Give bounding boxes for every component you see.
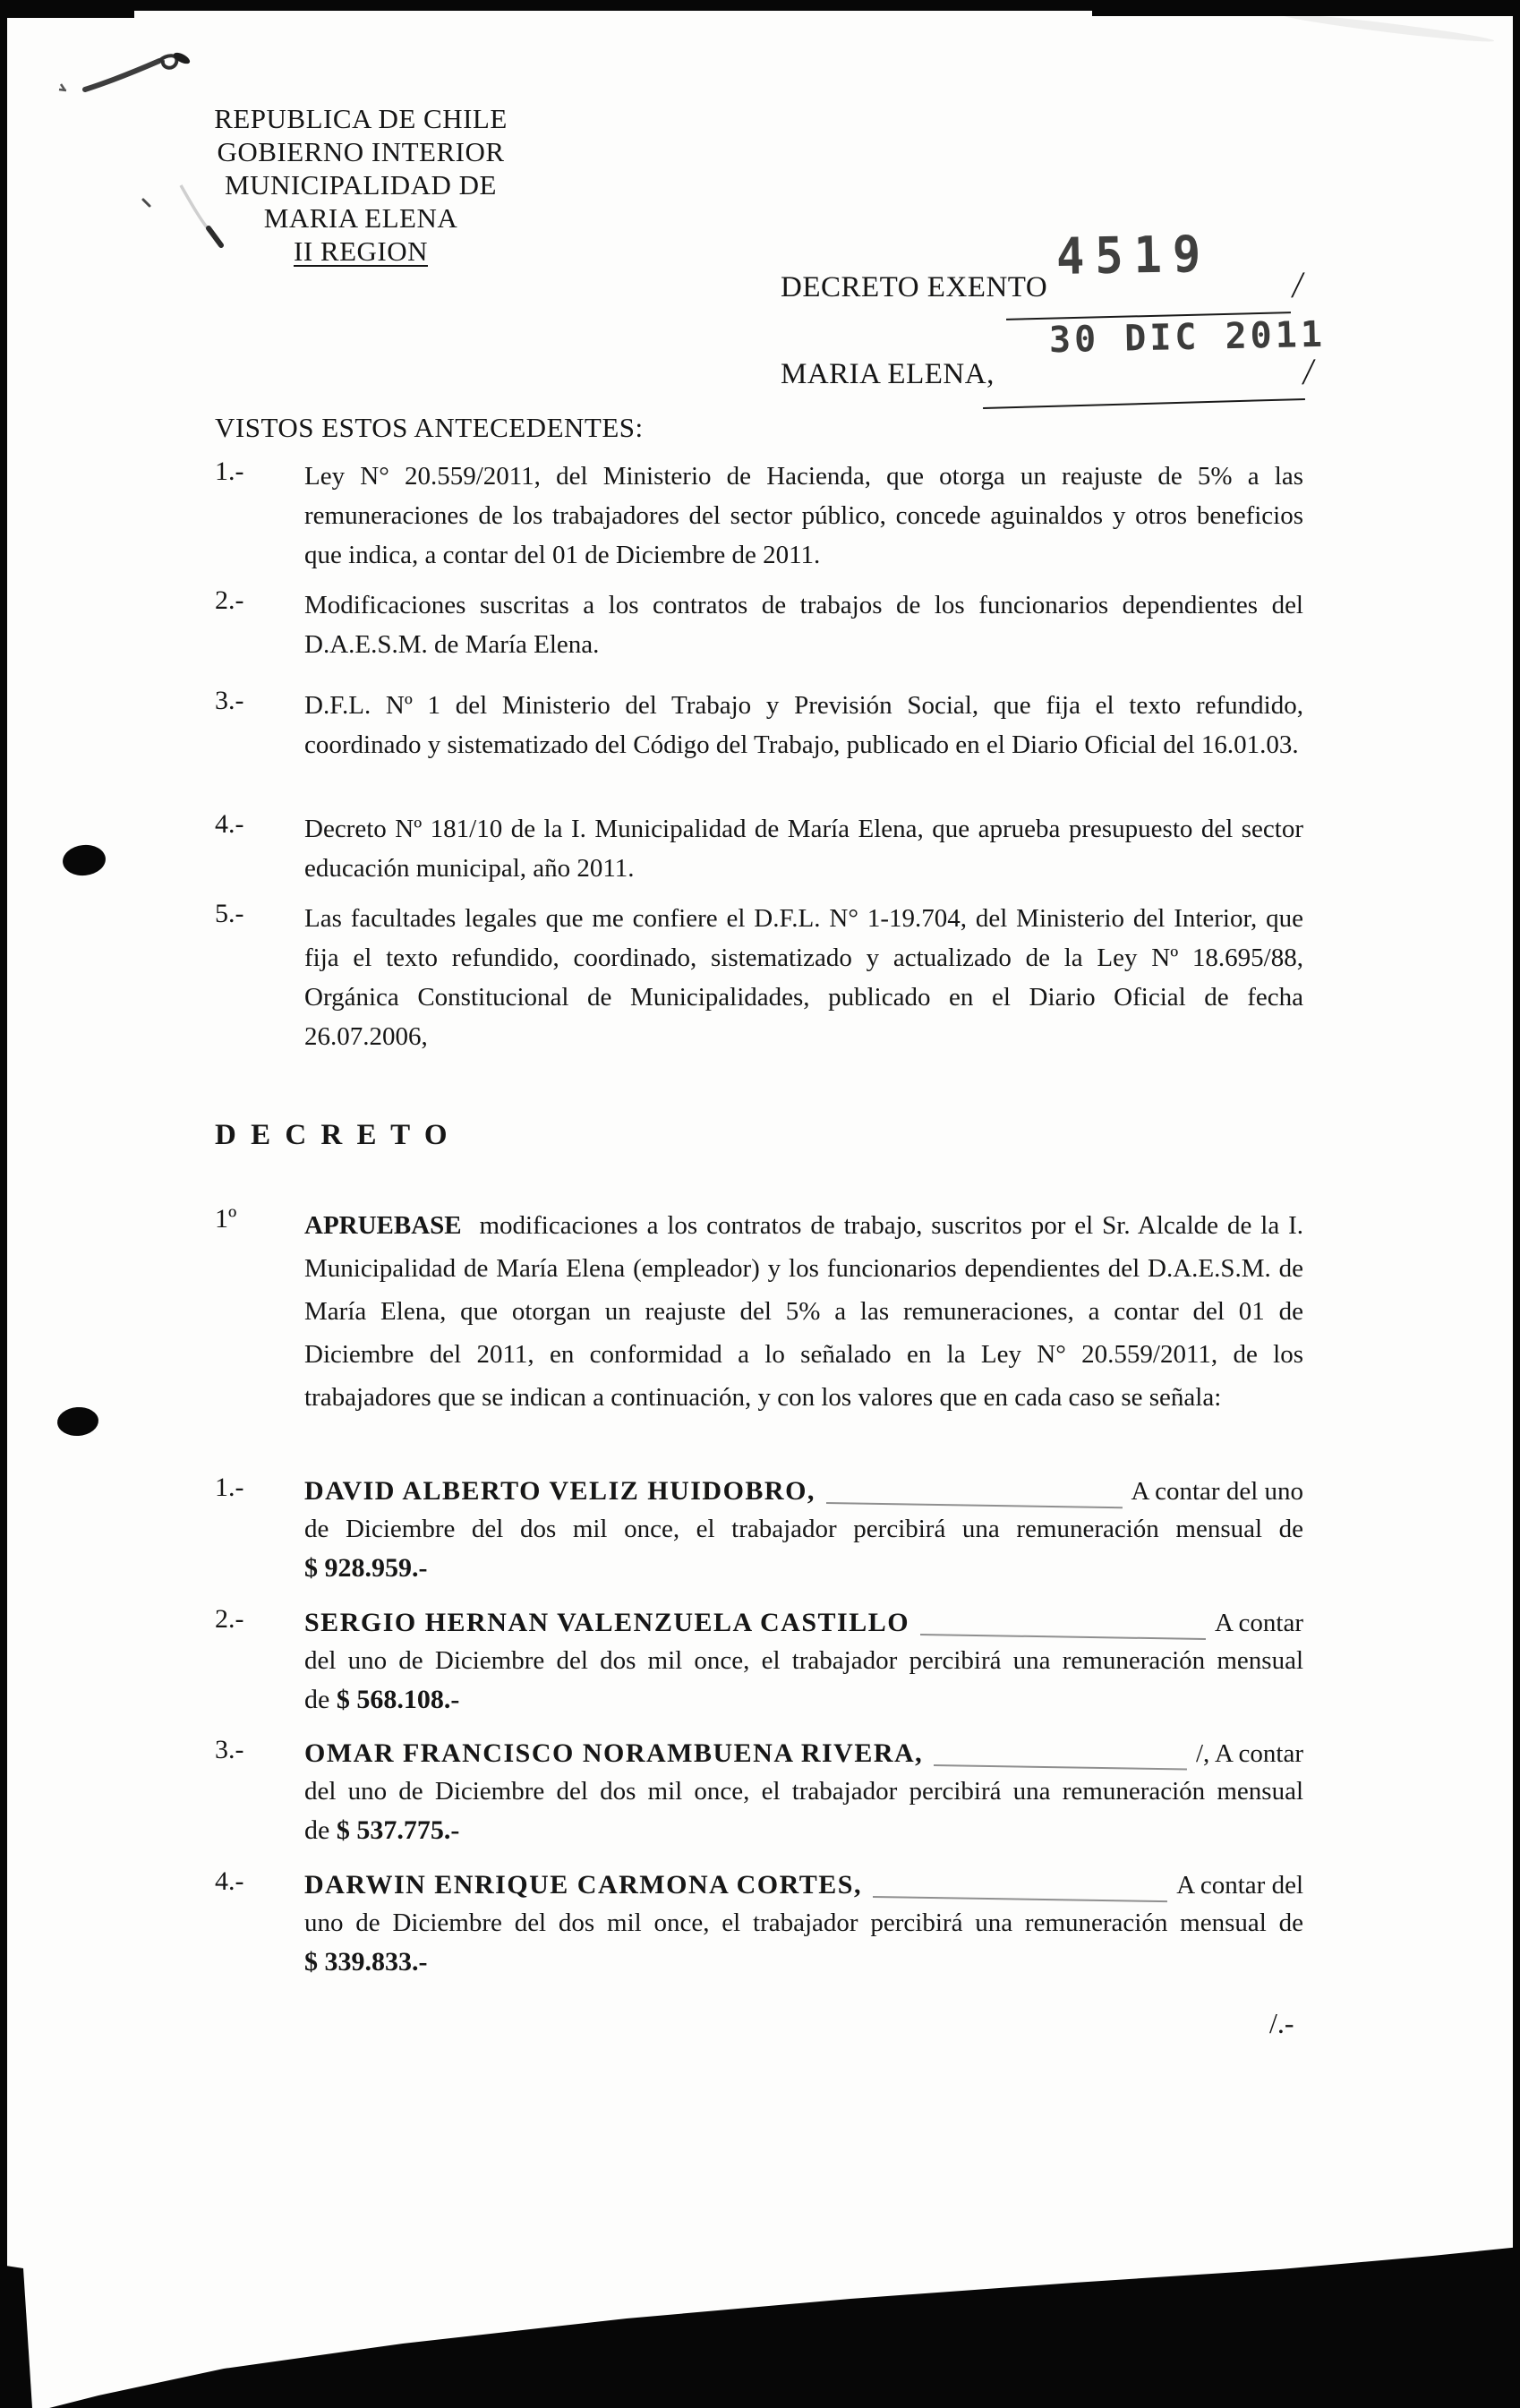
employee-name: DARWIN ENRIQUE CARMONA CORTES,: [304, 1870, 862, 1900]
entry-amount-line: de $ 568.108.-: [304, 1685, 460, 1714]
vistos-heading: VISTOS ESTOS ANTECEDENTES:: [215, 412, 644, 443]
salary-amount: $ 568.108.-: [336, 1685, 460, 1714]
entry-suffix: /, A contar: [1195, 1739, 1303, 1768]
item-text: Modificaciones suscritas a los contratos de trabajos de los funcionarios dependientes del D.A.E.S.M. de María Elena.: [304, 591, 1303, 659]
antecedente-item: [215, 686, 1303, 764]
item-text: [304, 1204, 1303, 1419]
item-number: 2.-: [215, 1604, 244, 1634]
entry-body: del uno de Diciembre del dos mil once, el trabajador percibirá una remuneración mensual: [304, 1646, 1303, 1675]
employee-name: OMAR FRANCISCO NORAMBUENA RIVERA,: [304, 1738, 924, 1768]
redaction-underline: [873, 1896, 1167, 1902]
page-continuation-mark: /.-: [1269, 2007, 1294, 2039]
item-number: 4.-: [215, 809, 244, 839]
hole-punch-mark: [56, 1405, 99, 1437]
antecedente-item: [215, 585, 1303, 664]
salary-amount: $ 537.775.-: [336, 1815, 460, 1845]
employee-name: DAVID ALBERTO VELIZ HUIDOBRO,: [304, 1476, 816, 1506]
entry-suffix: A contar del: [1176, 1871, 1303, 1900]
redaction-underline: [826, 1502, 1123, 1508]
entry-amount-line: [304, 1549, 1303, 1587]
entry-suffix: A contar del uno: [1131, 1477, 1303, 1506]
decreto-heading: D E C R E T O: [215, 1119, 451, 1151]
letterhead-line: MARIA ELENA: [263, 202, 458, 234]
employee-entry: [215, 1866, 1303, 1981]
item-number: 2.-: [215, 585, 244, 615]
entry-body: de Diciembre del dos mil once, el trabajador percibirá una remuneración mensual de: [304, 1515, 1303, 1543]
employee-name: SERGIO HERNAN VALENZUELA CASTILLO: [304, 1608, 910, 1637]
item-number: 3.-: [215, 686, 244, 715]
decree-exento-label: DECRETO EXENTO: [781, 271, 1048, 303]
letterhead-region-line: II REGION: [294, 235, 428, 267]
apruebase-word: APRUEBASE: [304, 1211, 462, 1240]
item-text: Las facultades legales que me confiere el D.F.L. N° 1-19.704, del Ministerio del Interior, que fija el texto refundido, coordinado, sistematizado y actualizado de la Ley Nº 18.695/88, Orgánica Constitucional de Municipalidades, publicado en el Diario Oficial de fecha 26.07.2006,: [304, 904, 1303, 1051]
decreto-text: modificaciones a los contratos de trabajo, suscritos por el Sr. Alcalde de la I. Municipalidad de María Elena (empleador) y los funcionarios dependientes del D.A.E.S.M. de María Elena, que otorgan un reajuste del 5% a las remuneraciones, a contar del 01 de Diciembre del 2011, en conformidad a lo señalado en la Ley N° 20.559/2011, de los trabajadores que se indican a continuación, y con los valores que en cada caso se señala:: [304, 1211, 1304, 1412]
item-text: Decreto Nº 181/10 de la I. Municipalidad de María Elena, que aprueba presupuesto del sector educación municipal, año 2011.: [304, 815, 1303, 883]
scan-edge-left: [0, 0, 7, 2408]
date-stamp: 30 DIC 2011: [1048, 313, 1327, 362]
item-number: 1.-: [215, 1473, 244, 1502]
item-text: Ley N° 20.559/2011, del Ministerio de Hacienda, que otorga un reajuste de 5% a las remuneraciones de los trabajadores del sector público, concede aguinaldos y otros beneficios que indica, a contar del 01 de Diciembre de 2011.: [304, 462, 1303, 569]
letterhead-line: REPUBLICA DE CHILE: [214, 103, 508, 134]
antecedente-item: [215, 899, 1303, 1056]
decree-number-stamp: 4519: [1055, 226, 1212, 286]
scan-edge-right: [1513, 0, 1520, 2408]
salary-amount: $ 339.833.-: [304, 1947, 428, 1977]
decreto-item: [215, 1204, 1303, 1419]
entry-amount-line: [304, 1943, 1303, 1981]
redaction-underline: [934, 1764, 1187, 1770]
item-number: 4.-: [215, 1866, 244, 1896]
salary-amount: $ 928.959.-: [304, 1553, 428, 1583]
redaction-underline: [920, 1634, 1206, 1640]
item-number: 3.-: [215, 1735, 244, 1764]
pen-mark: [36, 36, 215, 107]
item-text: D.F.L. Nº 1 del Ministerio del Trabajo y Previsión Social, que fija el texto refundido, coordinado y sistematizado del Código del Trabajo, publicado en el Diario Oficial del 16.01.03.: [304, 691, 1303, 759]
item-number: 1º: [215, 1204, 237, 1234]
item-number: 1.-: [215, 457, 244, 486]
letterhead-line: GOBIERNO INTERIOR: [217, 136, 505, 167]
hole-punch-mark: [61, 843, 107, 878]
antecedente-item: [215, 457, 1303, 575]
letterhead: [208, 102, 514, 268]
employee-entry: [215, 1604, 1303, 1719]
employee-entry: [215, 1473, 1303, 1587]
entry-amount-line: de $ 537.775.-: [304, 1815, 460, 1845]
item-number: 5.-: [215, 899, 244, 928]
scan-bottom-edge: [0, 2229, 1520, 2408]
date-underline: [983, 398, 1305, 409]
entry-body: uno de Diciembre del dos mil once, el trabajador percibirá una remuneración mensual de: [304, 1908, 1303, 1937]
slash-mark: /: [1300, 352, 1317, 393]
letterhead-line: MUNICIPALIDAD DE: [225, 169, 497, 201]
antecedente-item: [215, 809, 1303, 888]
employee-entry: [215, 1735, 1303, 1849]
slash-mark: /: [1289, 265, 1306, 306]
entry-body: del uno de Diciembre del dos mil once, el trabajador percibirá una remuneración mensual: [304, 1777, 1303, 1806]
place-label: MARIA ELENA,: [781, 358, 995, 390]
scan-edge-top-left: [0, 0, 134, 18]
entry-suffix: A contar: [1214, 1609, 1303, 1637]
scan-edge-top-right: [1092, 0, 1520, 16]
